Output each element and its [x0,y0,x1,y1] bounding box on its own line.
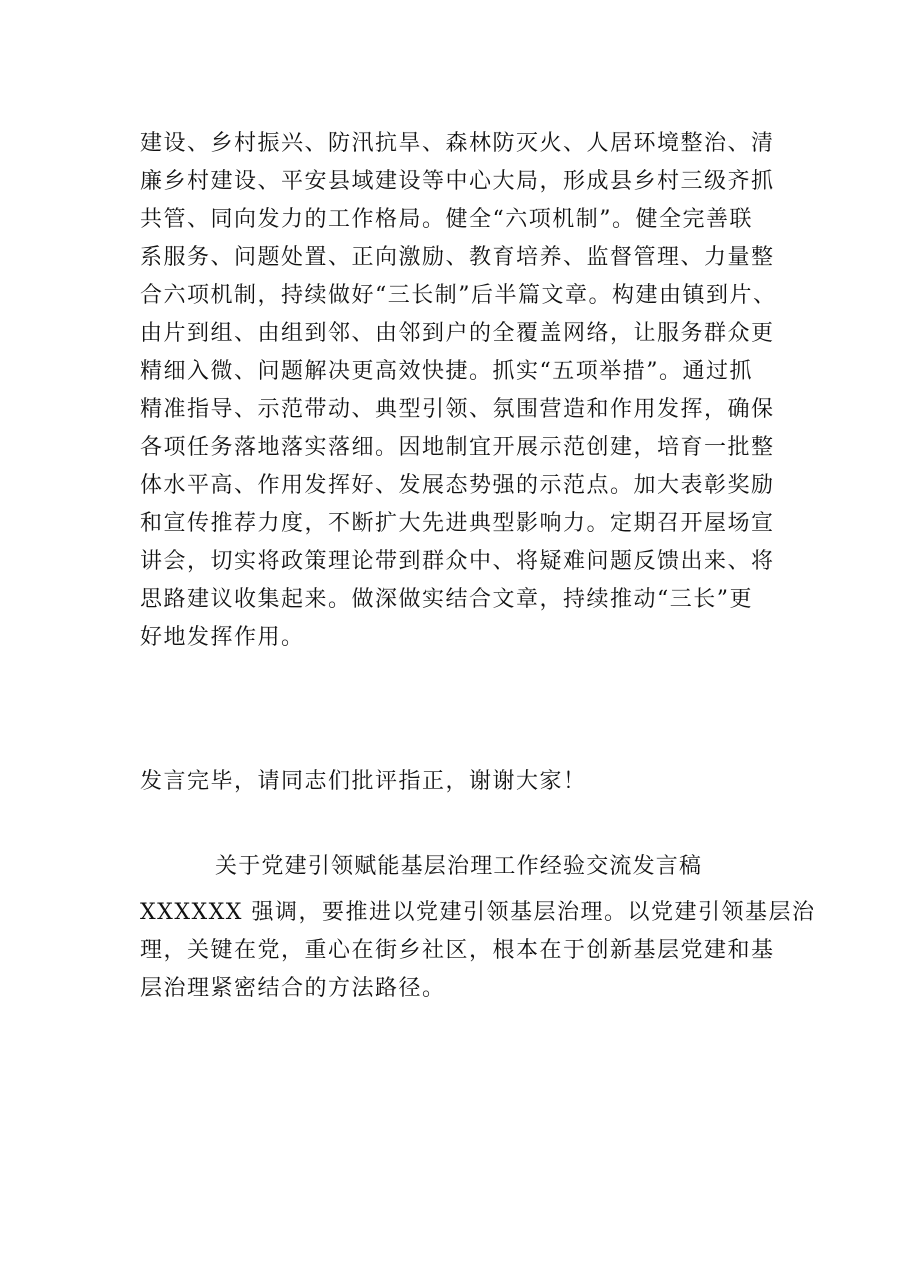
paragraph-line: 精细入微、问题解决更高效快捷。抓实“五项举措”。通过抓 [140,359,753,384]
paragraph-line: 建设、乡村振兴、防汛抗旱、森林防灭火、人居环境整治、清 [140,131,775,156]
paragraph-line: 廉乡村建设、平安县域建设等中心大局，形成县乡村三级齐抓 [140,169,775,194]
paragraph-line: XXXXXX 强调，要推进以党建引领基层治理。以党建引领基层治 [140,900,816,925]
paragraph-line: 由片到组、由组到邻、由邻到户的全覆盖网络，让服务群众更 [140,321,775,346]
paragraph-line: 讲会，切实将政策理论带到群众中、将疑难问题反馈出来、将 [140,549,775,574]
paragraph-line: 体水平高、作用发挥好、发展态势强的示范点。加大表彰奖励 [140,473,775,498]
paragraph-line: 好地发挥作用。 [140,625,305,650]
paragraph-line: 层治理紧密结合的方法路径。 [140,976,446,1001]
paragraph-line: 思路建议收集起来。做深做实结合文章，持续推动“三长”更 [140,587,753,612]
paragraph-line: 和宣传推荐力度，不断扩大先进典型影响力。定期召开屋场宣 [140,511,775,536]
paragraph-line: 共管、同向发力的工作格局。健全“六项机制”。健全完善联 [140,207,753,232]
speech-title: 关于党建引领赋能基层治理工作经验交流发言稿 [215,854,703,879]
paragraph-line: 合六项机制，持续做好“三长制”后半篇文章。构建由镇到片、 [140,283,777,308]
paragraph-line: 精准指导、示范带动、典型引领、氛围营造和作用发挥，确保 [140,397,775,422]
paragraph-line: 各项任务落地落实落细。因地制宜开展示范创建，培育一批整 [140,435,775,460]
paragraph-line: 系服务、问题处置、正向激励、教育培养、监督管理、力量整 [140,245,775,270]
closing-remark: 发言完毕，请同志们批评指正，谢谢大家！ [140,769,587,794]
paragraph-line: 理，关键在党，重心在街乡社区，根本在于创新基层党建和基 [140,938,775,963]
